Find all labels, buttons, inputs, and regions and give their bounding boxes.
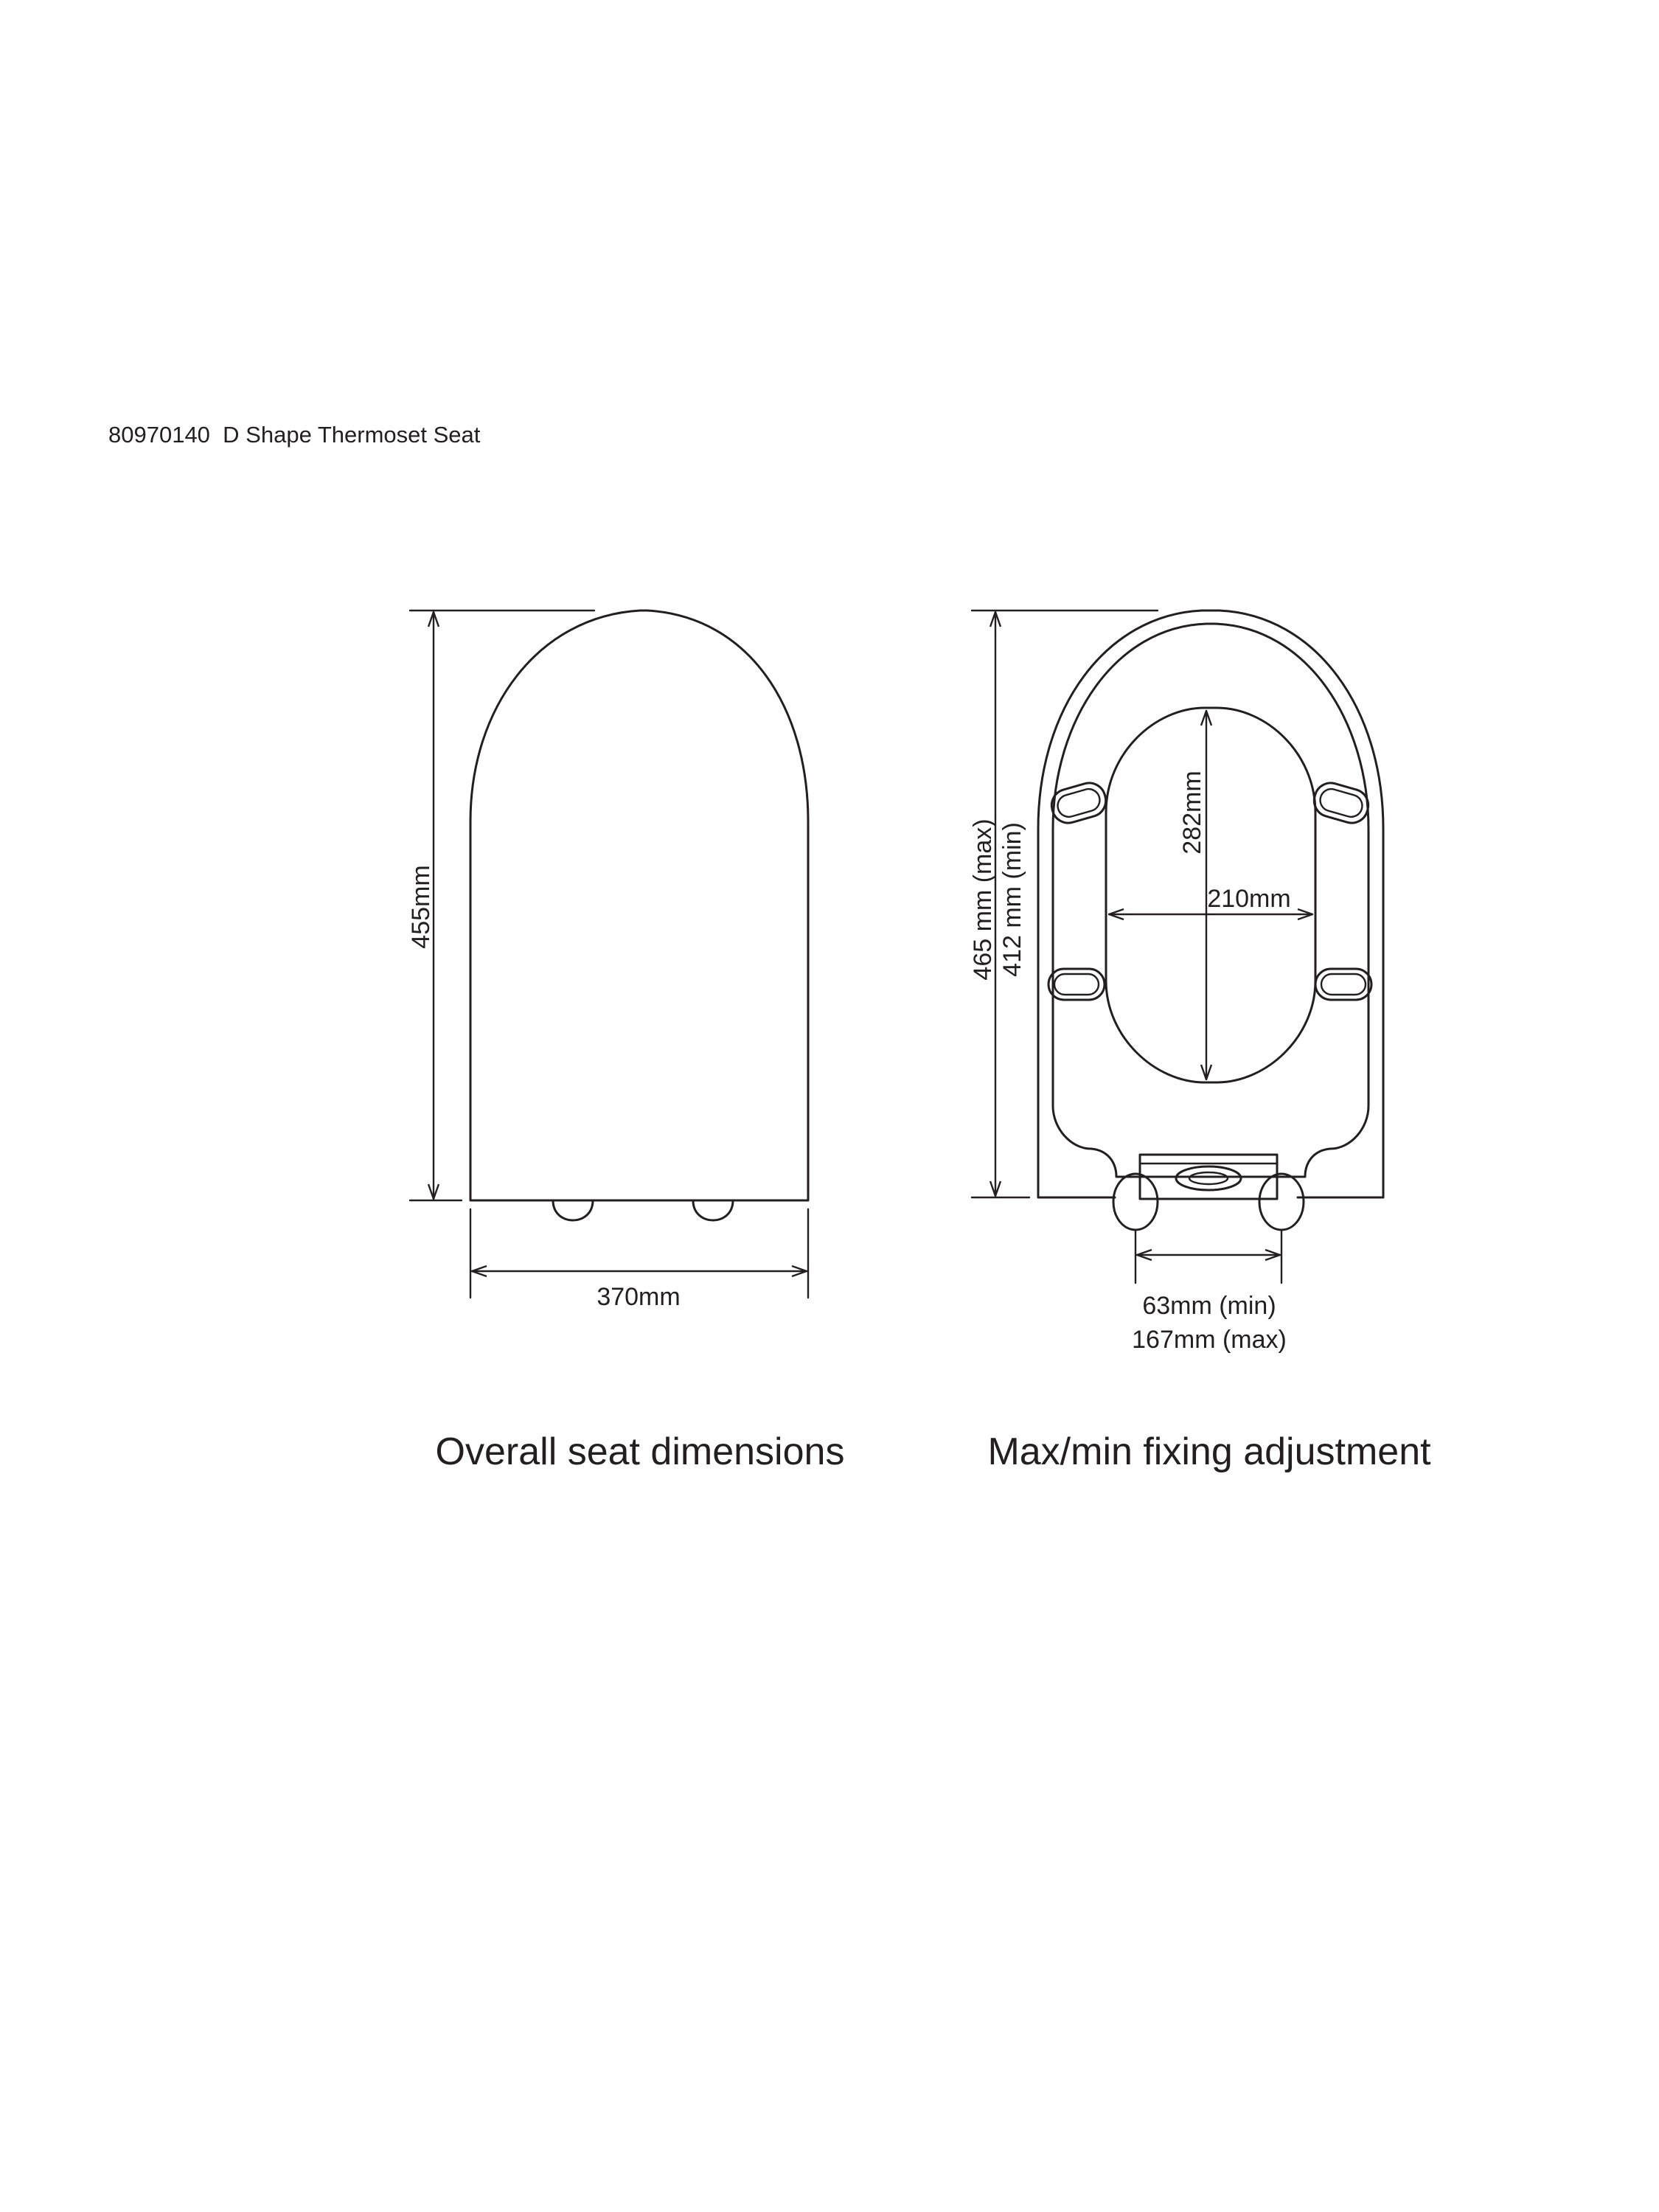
overall-caption: Overall seat dimensions (435, 1430, 845, 1473)
hinge-bump-left (553, 1200, 593, 1220)
overall-seat-view (407, 611, 844, 1473)
fixing-boss-left (1113, 1174, 1158, 1230)
buffer-bottom-left (1048, 969, 1105, 1000)
height-label: 455mm (407, 865, 435, 949)
buffer-top-right (1310, 779, 1372, 827)
hinge-bump-right (693, 1200, 733, 1220)
opening-length-label: 282mm (1178, 771, 1206, 855)
fix-height-max-label: 465 mm (max) (969, 818, 997, 981)
fix-height-min-label: 412 mm (min) (998, 822, 1026, 977)
fixing-caption: Max/min fixing adjustment (987, 1430, 1431, 1473)
buffer-bottom-right (1315, 969, 1371, 1000)
width-label: 370mm (597, 1283, 681, 1311)
fixing-max-label: 167mm (max) (1132, 1326, 1287, 1354)
fixing-adjustment-view (969, 611, 1431, 1473)
opening-width-label: 210mm (1207, 885, 1291, 913)
product-name: D Shape Thermoset Seat (223, 422, 481, 448)
fixing-boss-right (1259, 1174, 1304, 1230)
fixing-min-label: 63mm (min) (1142, 1292, 1276, 1320)
product-code: 80970140 (108, 422, 210, 448)
seat-lid-outline (470, 611, 808, 1200)
